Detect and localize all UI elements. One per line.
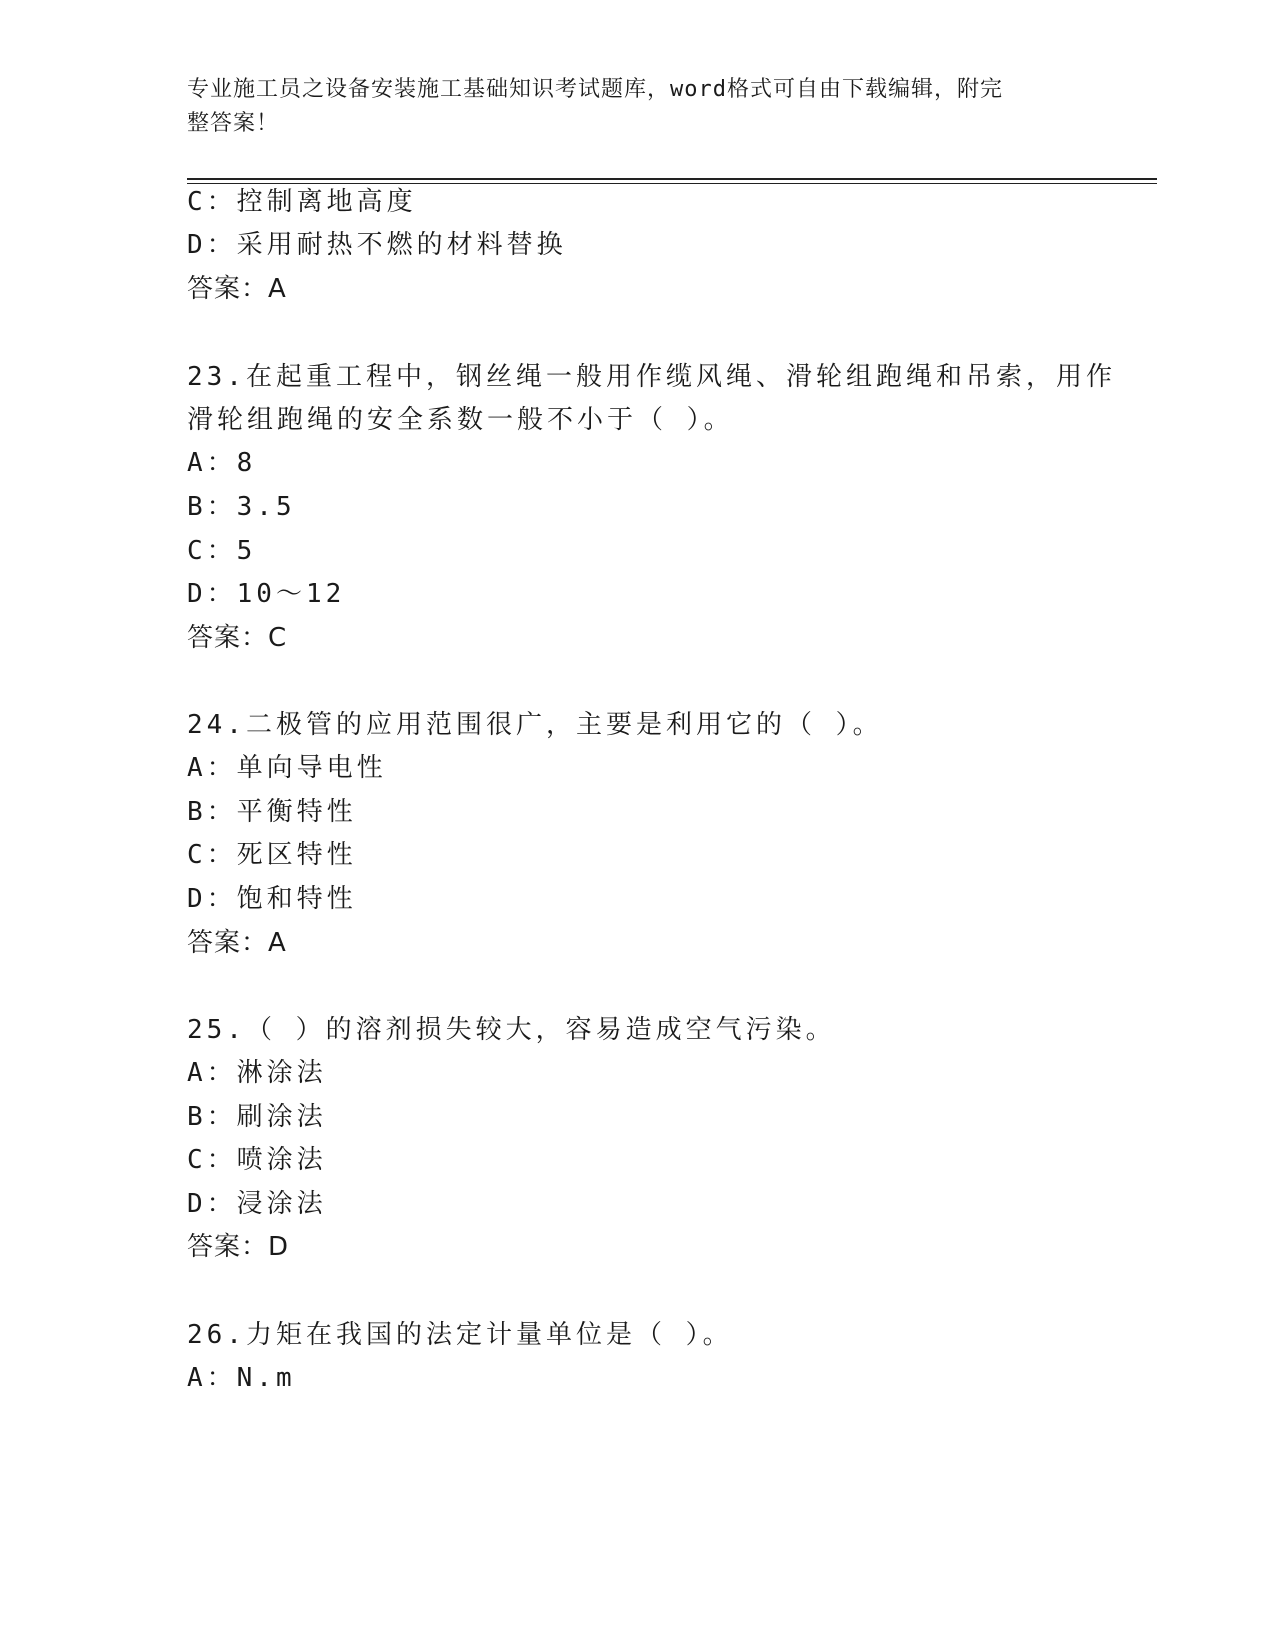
q26-option-a: A：N.m xyxy=(187,1363,296,1393)
q24-option-d: D：饱和特性 xyxy=(187,884,357,914)
header-line-2: 整答案！ xyxy=(187,111,280,136)
q22-option-c: C：控制离地高度 xyxy=(187,187,417,217)
q23-stem-line-2: 滑轮组跑绳的安全系数一般不小于（ ）。 xyxy=(187,405,734,435)
header-divider-thick xyxy=(187,178,1157,180)
q25-option-c: C：喷涂法 xyxy=(187,1145,327,1175)
q23-option-d: D：10～12 xyxy=(187,579,346,609)
q24-option-a: A：单向导电性 xyxy=(187,753,387,783)
q23-answer: 答案：C xyxy=(187,623,288,653)
q22-option-d: D：采用耐热不燃的材料替换 xyxy=(187,230,567,260)
q23-option-a: A：8 xyxy=(187,448,257,478)
q24-option-b: B：平衡特性 xyxy=(187,797,357,827)
q24-answer: 答案：A xyxy=(187,928,287,958)
q25-answer: 答案：D xyxy=(187,1232,290,1262)
q25-option-b: B：刷涂法 xyxy=(187,1102,327,1132)
q23-stem-line-1: 23.在起重工程中，钢丝绳一般用作缆风绳、滑轮组跑绳和吊索，用作 xyxy=(187,362,1116,392)
q25-option-a: A：淋涂法 xyxy=(187,1058,327,1088)
q24-option-c: C：死区特性 xyxy=(187,840,357,870)
header-divider-thin xyxy=(187,183,1157,184)
document-page xyxy=(187,0,1157,1650)
q23-option-b: B：3.5 xyxy=(187,492,296,522)
document-header xyxy=(187,73,1087,141)
q25-option-d: D：浸涂法 xyxy=(187,1189,327,1219)
q26-stem: 26.力矩在我国的法定计量单位是（ ）。 xyxy=(187,1320,733,1350)
header-line-1: 专业施工员之设备安装施工基础知识考试题库，word格式可自由下载编辑，附完 xyxy=(187,77,1003,102)
q23-option-c: C：5 xyxy=(187,536,257,566)
q24-stem: 24.二极管的应用范围很广，主要是利用它的（ ）。 xyxy=(187,710,883,740)
q25-stem: 25.（ ）的溶剂损失较大，容易造成空气污染。 xyxy=(187,1015,836,1045)
q22-answer: 答案：A xyxy=(187,274,287,304)
